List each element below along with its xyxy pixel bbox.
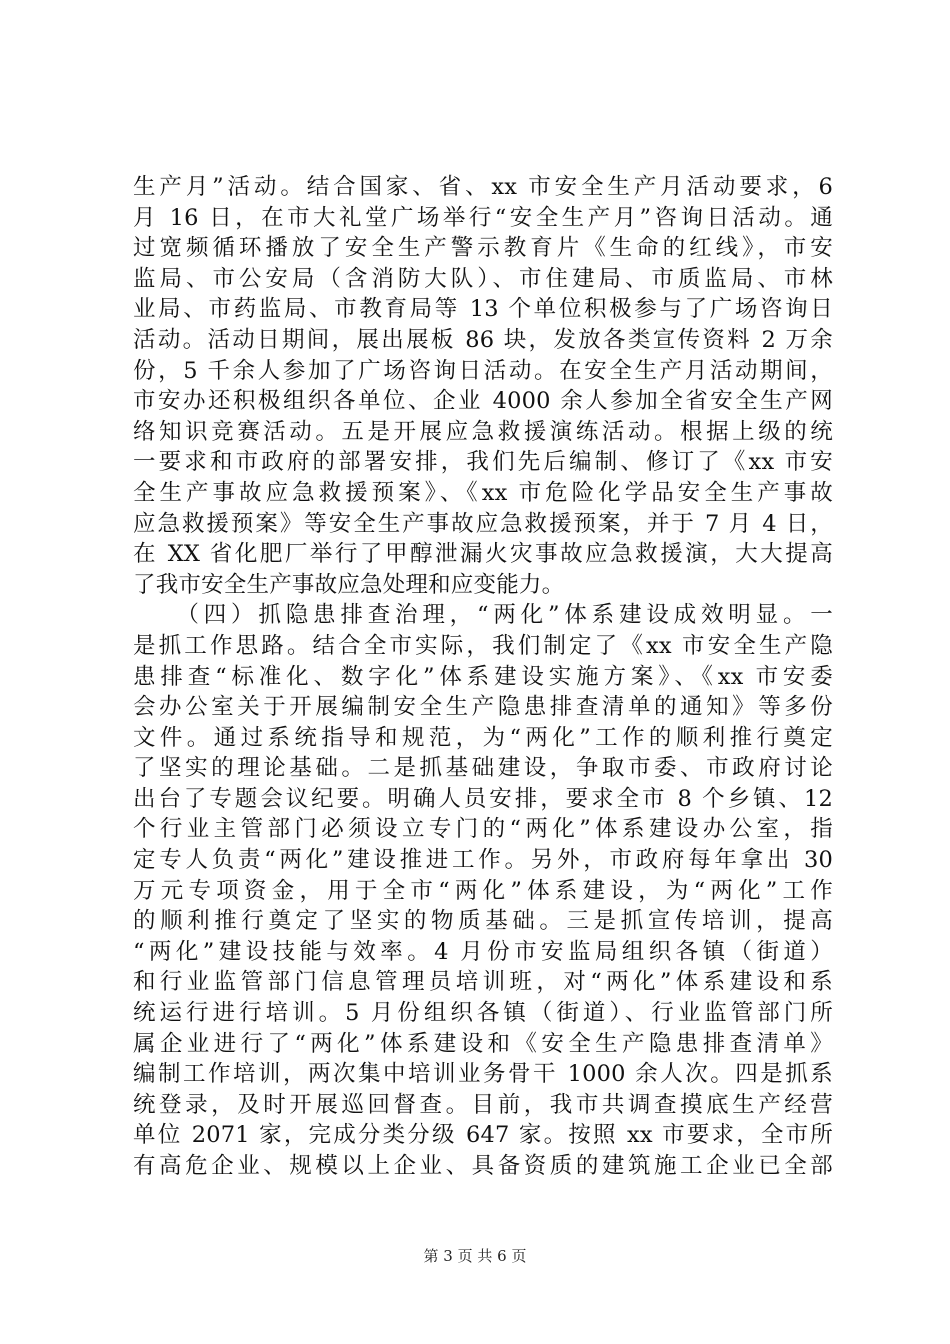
body-text — [133, 172, 833, 1182]
text-line: 统运行进行培训。5 月份组织各镇（街道）、行业监管部门所 — [133, 1000, 833, 1027]
text-line: 患排查“标准化、数字化”体系建设实施方案》、《xx 市安委 — [133, 663, 833, 690]
text-line: 万元专项资金，用于全市“两化”体系建设，为“两化”工作 — [133, 877, 833, 904]
text-line: 了坚实的理论基础。二是抓基础建设，争取市委、市政府讨论 — [133, 755, 833, 782]
text-line: 生产月”活动。结合国家、省、xx 市安全生产月活动要求，6 — [133, 174, 833, 200]
text-line: 了我市安全生产事故应急处理和应变能力。 — [133, 571, 565, 598]
text-line: 全生产事故应急救援预案》、《xx 市危险化学品安全生产事故 — [133, 479, 833, 506]
text-line: “两化”建设技能与效率。4 月份市安监局组织各镇（街道） — [133, 938, 833, 965]
text-line: 监局、市公安局（含消防大队）、市住建局、市质监局、市林 — [133, 265, 833, 292]
text-line: 在 XX 省化肥厂举行了甲醇泄漏火灾事故应急救援演，大大提高 — [133, 541, 833, 568]
text-line: （四）抓隐患排查治理，“两化”体系建设成效明显。一 — [133, 602, 833, 629]
text-line: 是抓工作思路。结合全市实际，我们制定了《xx 市安全生产隐 — [133, 632, 833, 659]
text-line: 会办公室关于开展编制安全生产隐患排查清单的通知》等多份 — [133, 694, 833, 721]
page-number-footer: 第 3 页 共 6 页 — [423, 1247, 527, 1265]
text-line: 一要求和市政府的部署安排，我们先后编制、修订了《xx 市安 — [133, 449, 833, 476]
text-line: 和行业监管部门信息管理员培训班，对“两化”体系建设和系 — [133, 969, 833, 996]
text-line: 月 16 日，在市大礼堂广场举行“安全生产月”咨询日活动。通 — [133, 204, 833, 231]
text-line: 统登录，及时开展巡回督查。目前，我市共调查摸底生产经营 — [133, 1091, 833, 1118]
text-line: 的顺利推行奠定了坚实的物质基础。三是抓宣传培训，提高 — [133, 908, 833, 935]
text-line: 出台了专题会议纪要。明确人员安排，要求全市 8 个乡镇、12 — [133, 785, 833, 812]
text-line: 过宽频循环播放了安全生产警示教育片《生命的红线》，市安 — [133, 235, 833, 262]
text-line: 属企业进行了“两化”体系建设和《安全生产隐患排查清单》 — [133, 1030, 833, 1057]
text-line: 文件。通过系统指导和规范，为“两化”工作的顺利推行奠定 — [133, 724, 833, 751]
text-line: 有高危企业、规模以上企业、具备资质的建筑施工企业已全部 — [133, 1153, 833, 1179]
text-line: 应急救援预案》等安全生产事故应急救援预案，并于 7 月 4 日， — [133, 510, 833, 537]
text-line: 业局、市药监局、市教育局等 13 个单位积极参与了广场咨询日 — [133, 296, 833, 323]
text-line: 市安办还积极组织各单位、企业 4000 余人参加全省安全生产网 — [133, 388, 833, 415]
text-line: 个行业主管部门必须设立专门的“两化”体系建设办公室，指 — [133, 816, 833, 843]
text-line: 活动。活动日期间，展出展板 86 块，发放各类宣传资料 2 万余 — [133, 326, 833, 353]
text-line: 络知识竞赛活动。五是开展应急救援演练活动。根据上级的统 — [133, 418, 833, 445]
text-line: 份，5 千余人参加了广场咨询日活动。在安全生产月活动期间， — [133, 357, 833, 384]
text-line: 单位 2071 家，完成分类分级 647 家。按照 xx 市要求，全市所 — [133, 1122, 833, 1149]
text-line: 编制工作培训，两次集中培训业务骨干 1000 余人次。四是抓系 — [133, 1061, 833, 1088]
text-line: 定专人负责“两化”建设推进工作。另外，市政府每年拿出 30 — [133, 847, 833, 874]
